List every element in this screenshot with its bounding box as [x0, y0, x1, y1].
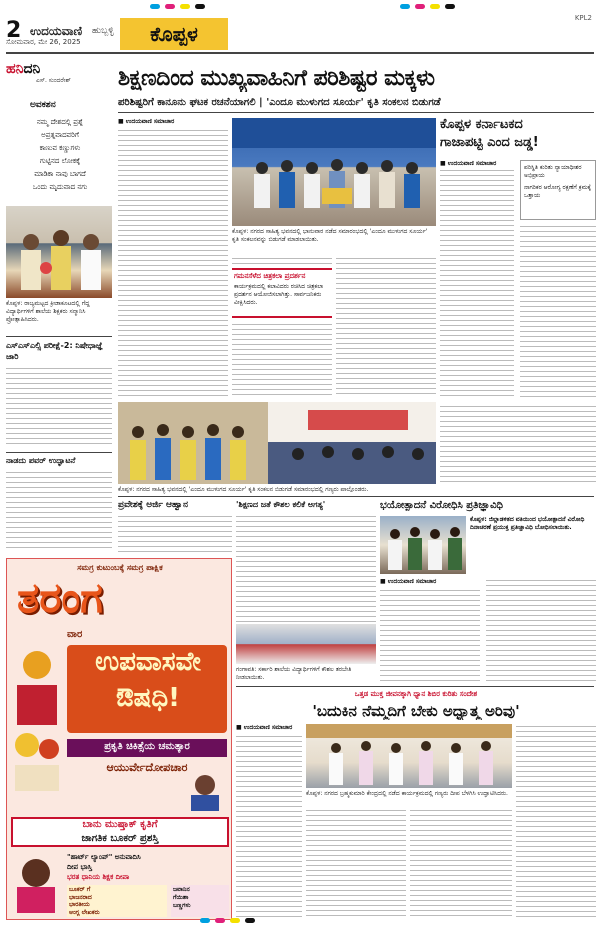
quote-box — [232, 268, 332, 318]
right-story-body-3 — [440, 404, 596, 484]
terror-head: ಭಯೋತ್ಪಾದನೆ ವಿರೋಧಿಸಿ ಪ್ರತಿಜ್ಞಾವಿಧಿ — [380, 500, 503, 511]
honey-line: ಮಾಡಿಕಾ ನಾವು ಬಾಗದೆ — [34, 170, 86, 178]
right-story-body-2 — [520, 224, 596, 400]
ad-strip-1: ಬಾನು ಮುಷ್ತಾಕ್ ಕೃತಿಗೆ — [82, 819, 158, 830]
point-item: ಪರಿಸ್ಥಿತಿ ಕುರಿತು ನ್ಯಾಯಾಧೀಶರ ಅಭಿಪ್ರಾಯ — [524, 164, 582, 179]
ad-deepa-photo — [11, 853, 61, 913]
honey-photo-caption: ಕೊಪ್ಪಳ: ರಾಜ್ಯಮಟ್ಟದ ಕ್ರೀಡಾಕೂಟದಲ್ಲಿ ಗೆದ್ದ ವಿದ್ಯಾರ್ಥಿಗಳಿಗೆ ಶಾಲೆಯ ಶಿಕ್ಷಕರು ಸನ್ಮಾನಿಸಿ ಪ್ರೋತ್ಸಾಹಿಸಿದರು. — [6, 300, 90, 323]
sslc-story-body — [6, 366, 112, 448]
page-code: KPL2 — [574, 14, 592, 22]
lead-body-col-1 — [118, 128, 228, 398]
honey-title-a: ಹನಿ — [6, 61, 24, 77]
skill-photo — [236, 624, 376, 664]
bottom-body-3 — [410, 808, 512, 920]
right-headline-1: ಕೊಪ್ಪಳ ಕರ್ನಾಟಕದ — [440, 117, 523, 132]
bottom-body-2 — [306, 808, 406, 920]
right-story-body-1 — [440, 168, 514, 400]
divider — [6, 336, 112, 337]
ad-award-4: ಆಂಗ್ಲ ಲೇಖಕರು — [69, 908, 100, 916]
ad-promo-2: ದೀಪ ಭಾಸ್ತಿ — [67, 863, 93, 871]
admission-head: ಪ್ರವೇಶಕ್ಕೆ ಅರ್ಜಿ ಆಹ್ವಾನ — [118, 500, 188, 510]
black-mark — [445, 4, 455, 9]
right-headline-2: ಗಾಜಾಪಟ್ಟಿ ಎಂದ ಜಡ್ಡ! — [440, 135, 539, 150]
edition-name: ಹುಬ್ಬಳ್ಳಿ — [92, 26, 114, 36]
lead-bottom-photo — [118, 402, 436, 484]
people-illustration — [6, 206, 112, 298]
quote-head: ಗಮನಸೆಳೆದ ಚಿತ್ರಕಲಾ ಪ್ರದರ್ಶನ — [234, 272, 306, 280]
honey-line: ಕಾಣುವ ಕಣ್ಣುಗಳು — [39, 144, 81, 152]
ad-side-2: ಗೆಯಿಶಾ — [173, 894, 189, 901]
black-mark — [195, 4, 205, 9]
honey-line: ಅಪ್ರತ್ನವಾದವರಿಗೆ — [41, 131, 79, 139]
honey-line: ಗುಟ್ಟಿನದ ಲೋಕಕ್ಕೆ — [39, 157, 81, 165]
terror-side-text: ಕೊಪ್ಪಳ: ಜಿಲ್ಲಾಡಳಿತದ ವತಿಯಿಂದ ಭಯೋತ್ಪಾದನೆ ವಿರೋಧಿ ದಿನಾಚರಣೆ ಪ್ರಯುಕ್ತ ಪ್ರತಿಜ್ಞಾವಿಧಿ ಬೋಧಿಸಲಾಯಿತು. — [470, 516, 585, 531]
lead-body-col-3 — [336, 256, 436, 398]
ad-award-box — [67, 885, 167, 917]
skill-body — [236, 514, 376, 622]
magenta-mark — [215, 918, 225, 923]
registration-marks — [0, 4, 600, 10]
lead-photo-caption: ಕೊಪ್ಪಳ: ನಗರದ ಸಾಹಿತ್ಯ ಭವನದಲ್ಲಿ ಭಾನುವಾರ ನಡೆದ ಸಮಾರಂಭದಲ್ಲಿ 'ಎಂದೂ ಮುಳುಗದ ಸೂರ್ಯ' ಕೃತಿ ಸಂಕಲನವನ್ನು ಬಿಡುಗಡೆ ಮಾಡಲಾಯಿತು. — [232, 228, 428, 243]
magenta-mark — [415, 4, 425, 9]
ad-title: ತರಂಗ — [17, 573, 103, 622]
skill-photo-caption: ಗಂಗಾವತಿ: ಸರ್ಕಾರಿ ಶಾಲೆಯ ವಿದ್ಯಾರ್ಥಿಗಳಿಗೆ ಕೌಶಲ ತರಬೇತಿ ನೀಡಲಾಯಿತು. — [236, 666, 352, 681]
bottom-dateline: ■ ಉದಯವಾಣಿ ಸಮಾಚಾರ — [236, 724, 293, 731]
ad-side-1: ಜವಾನಿನ — [173, 886, 190, 893]
terror-dateline: ■ ಉದಯವಾಣಿ ಸಮಾಚಾರ — [380, 578, 437, 585]
divider — [118, 496, 594, 497]
lead-photo — [232, 118, 436, 226]
ad-week: ವಾರ — [67, 629, 83, 640]
ad-side-box — [171, 885, 229, 917]
magenta-mark — [165, 4, 175, 9]
right-story-headline — [440, 116, 596, 156]
quote-text: ಕಾರ್ಯಕ್ರಮದಲ್ಲಿ ಕಲಾವಿದರು ರಚಿಸಿದ ಚಿತ್ರಕಲಾ ಪ್ರದರ್ಶನ ಆಯೋಜಿಸಲಾಗಿತ್ತು. ಸಾರ್ವಜನಿಕರು ವೀಕ್ಷಿಸಿದರು. — [234, 283, 324, 306]
divider — [118, 112, 594, 113]
ad-author-photo — [185, 771, 225, 811]
cyan-mark — [150, 4, 160, 9]
ad-banner-2: ಔಷಧಿ! — [115, 683, 181, 713]
cyan-mark — [400, 4, 410, 9]
bottom-kicker: ಒತ್ತಡ ಮುಕ್ತ ಜೀವನಕ್ಕಾಗಿ ಧ್ಯಾನ ಶಿಬಿರ ಕುರಿತು ಸಂದೇಶ — [354, 690, 478, 698]
ad-banner-1: ಉಪವಾಸವೇ — [95, 647, 201, 677]
honey-column-title — [6, 58, 114, 86]
right-story-points — [520, 160, 596, 220]
newspaper-brand: ಉದಯವಾಣಿ — [30, 24, 83, 38]
lead-body-col-2b — [232, 322, 332, 398]
ad-fruits-illustration — [9, 645, 65, 795]
lead-dateline: ■ ಉದಯವಾಣಿ ಸಮಾಚಾರ — [118, 118, 175, 125]
terror-photo — [380, 516, 466, 574]
honey-title-b: ದನಿ — [23, 61, 41, 77]
ad-promo-1: "ಹಾರ್ಟ್ ಲ್ಯಾಂಪ್" ಅನುವಾದಿಸಿ — [67, 853, 141, 861]
lead-headline: ಶಿಕ್ಷಣದಿಂದ ಮುಖ್ಯವಾಹಿನಿಗೆ ಪರಿಶಿಷ್ಟರ ಮಕ್ಕಳು — [118, 66, 435, 91]
lamp-lighting-illustration — [306, 724, 512, 788]
yellow-mark — [180, 4, 190, 9]
page-dateline: ಸೋಮವಾರ, ಮೇ 26, 2025 — [6, 38, 81, 46]
section-banner: ಕೊಪ್ಪಳ — [120, 18, 228, 50]
ad-strip-2: ಜಾಗತಿಕ ಬೂಕರ್ ಪ್ರಶಸ್ತಿ — [81, 833, 159, 844]
honey-line: ಒಂದು ಮೃದುವಾದ ನಗು — [32, 183, 88, 191]
yellow-mark — [430, 4, 440, 9]
honey-poem — [10, 116, 110, 200]
honey-column-head: ಅವಕಶನ — [30, 100, 56, 110]
ad-award-1: ಬೂಕರ್ ಗೆ — [69, 886, 91, 893]
taranga-advertisement[interactable] — [6, 558, 232, 920]
ad-award-3: ಭಾರತೀಯ — [69, 901, 90, 908]
ad-line-2: ಆಯುರ್ವೇದೋಪಚಾರ — [106, 761, 188, 774]
bottom-body-4 — [516, 724, 596, 920]
cyan-mark — [200, 918, 210, 923]
page-number: 2 — [6, 18, 22, 43]
divider — [236, 686, 594, 687]
bottom-headline: 'ಬದುಕಿನ ನೆಮ್ಮದಿಗೆ ಬೇಕು ಅಧ್ಯಾತ್ಮ ಅರಿವು' — [312, 702, 520, 720]
honey-photo — [6, 206, 112, 298]
honey-line: ನಮ್ಮ ದೇಶದಲ್ಲಿ ಪ್ರಶ್ನೆ — [36, 118, 84, 126]
terror-body-2 — [486, 578, 596, 682]
ad-side-3: ಬಣ್ಣಗಳು — [173, 902, 191, 909]
right-story-dateline: ■ ಉದಯವಾಣಿ ಸಮಾಚಾರ — [440, 160, 497, 167]
point-item: ನಾಗರಿಕರ ಆರೋಗ್ಯ ರಕ್ಷಣೆಗೆ ಕ್ರಮಕ್ಕೆ ಒತ್ತಾಯ — [524, 184, 591, 199]
terror-body-1 — [380, 588, 480, 682]
bottom-body-1 — [236, 734, 302, 920]
masthead-rule — [6, 52, 594, 54]
ad-promo-3: ಭರತ ಧಾನಿಯ ಶಿಕ್ಷಕ ದೀಪಾ — [67, 873, 130, 881]
audience-illustration — [118, 402, 436, 484]
footer-registration-marks — [0, 918, 600, 924]
ad-top-line: ಸಮಗ್ರ ಕುಟುಂಬಕ್ಕೆ ಸಮಗ್ರ ಪಾಕ್ಷಿಕ — [77, 563, 163, 572]
yellow-mark — [230, 918, 240, 923]
bottom-photo-caption: ಕೊಪ್ಪಳ: ನಗರದ ಬ್ರಹ್ಮಕುಮಾರಿ ಕೇಂದ್ರದಲ್ಲಿ ನಡೆದ ಕಾರ್ಯಕ್ರಮದಲ್ಲಿ ಗಣ್ಯರು ದೀಪ ಬೆಳಗಿಸಿ ಉದ್ಘಾಟಿಸಿದರು. — [306, 790, 508, 797]
bottom-photo — [306, 724, 512, 788]
lead-body-col-2 — [232, 256, 332, 266]
admission-body — [118, 514, 232, 554]
lead-bottom-caption: ಕೊಪ್ಪಳ: ನಗರದ ಸಾಹಿತ್ಯ ಭವನದಲ್ಲಿ 'ಎಂದೂ ಮುಳುಗದ ಸೂರ್ಯ' ಕೃತಿ ಸಂಕಲನ ಬಿಡುಗಡೆ ಸಮಾರಂಭದಲ್ಲಿ ಗಣ್ಯರು ಪಾಲ್ಗೊಂಡರು. — [118, 486, 369, 493]
honey-byline: ಎಸ್. ಸುಂದರೇಶ್ — [36, 77, 71, 84]
black-mark — [245, 918, 255, 923]
divider — [6, 452, 112, 453]
ad-award-2: ಭಾಜನರಾದ — [69, 893, 92, 901]
power-story-head: ನಾಡದು ಪವರ್ ಉದ್ಘಾಟನೆ — [6, 456, 76, 465]
lead-subhead: ಪರಿಶಿಷ್ಟರಿಗೆ ಕಾನೂನು ಘಟಕ ರಚನೆಯಾಗಲಿ | 'ಎಂದೂ ಮುಳುಗದ ಸೂರ್ಯ' ಕೃತಿ ಸಂಕಲನ ಬಿಡುಗಡೆ — [118, 97, 441, 108]
stage-illustration — [232, 118, 436, 226]
skill-head: 'ಶಿಕ್ಷಣದ ಜತೆ ಕೌಶಲ ಕಲಿಕೆ ಅಗತ್ಯ' — [236, 500, 326, 509]
ad-line-1: ಪ್ರಕೃತಿ ಚಿಕಿತ್ಸೆಯ ಚಮತ್ಕಾರ — [104, 741, 190, 752]
power-story-body — [6, 470, 112, 552]
officials-illustration — [380, 516, 466, 574]
sslc-story-head: ಎಸ್ಎಸ್ಎಲ್ಸಿ ಪರೀಕ್ಷೆ-2: ನಿಷೇಧಾಜ್ಞೆ ಜಾರಿ — [6, 341, 103, 361]
